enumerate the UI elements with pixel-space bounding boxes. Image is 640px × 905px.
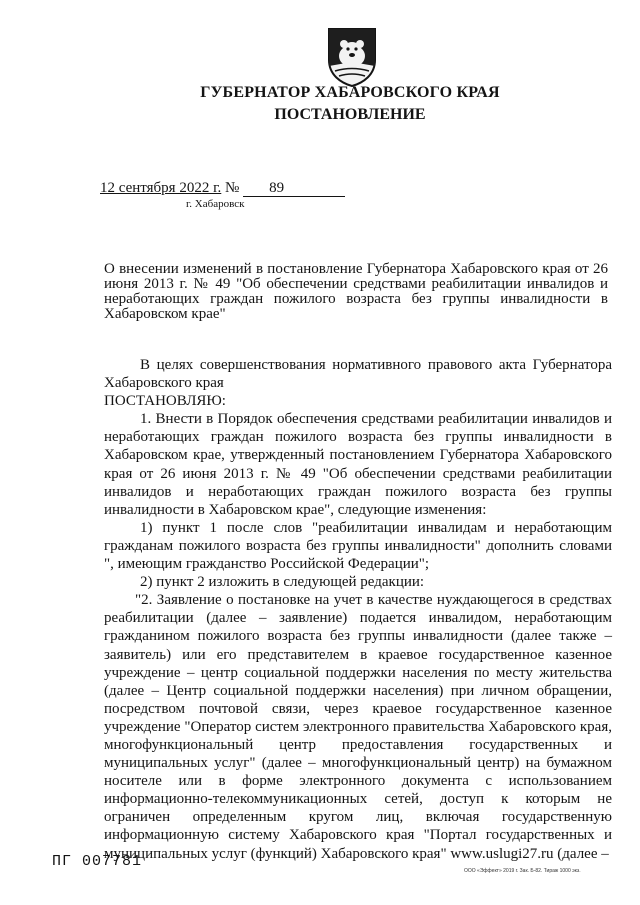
decree-date: 12 сентября 2022 г. — [100, 180, 222, 196]
decree-word: ПОСТАНОВЛЯЮ: — [104, 393, 226, 410]
issuing-authority: ГУБЕРНАТОР ХАБАРОВСКОГО КРАЯ — [200, 84, 500, 101]
issue-city: г. Хабаровск — [186, 198, 245, 210]
decree-subject: О внесении изменений в постановление Губернатора Хабаровского края от 26 июня 2013 г. № 49 "Об обеспечении средствами реабилитации инвалидов и неработающих граждан пожилого возраста без группы инвалидности в Хабаровском крае" — [104, 261, 608, 322]
form-serial-code: ПГ 007781 — [52, 853, 143, 870]
preamble-paragraph: В целях совершенствования нормативного правового акта Губернатора Хабаровского края — [104, 357, 612, 392]
number-label: № — [225, 180, 240, 196]
document-type-title: ПОСТАНОВЛЕНИЕ — [274, 106, 426, 123]
item-1-1-paragraph: 1) пункт 1 после слов "реабилитации инвалидам и неработающим гражданам пожилого возраста без группы инвалидности" дополнить словами ", имеющим гражданство Российской Федерации"; — [104, 519, 612, 573]
printer-imprint: ООО «Эффект» 2019 г. Зак. Б-82. Тираж 1000 экз. — [464, 868, 581, 874]
item-1-2-new-text: "2. Заявление о постановке на учет в качестве нуждающегося в средствах реабилитации (далее – заявление) подается инвалидом, неработающим гражданином пожилого возраста без группы инвалидности (далее также – заявитель) или его представителем в краевое государственное казенное учреждение – центр социальной поддержки населения по месту жительства (далее – Центр социальной поддержки населения) при личном обращении, посредством почтовой связи, через краевое государственное казенное учреждение "Оператор систем электронного правительства Хабаровского края, многофункциональный центр предоставления государственных и муниципальных услуг" (далее – многофункциональный центр) на бумажном носителе или в форме электронного документа с использованием информационно-телекоммуникационных сетей, доступ к которым не ограничен определенным кругом лиц, включая государственную информационную систему Хабаровского края "Портал государственных и муниципальных услуг (функций) Хабаровского края" www.uslugi27.ru (далее – — [104, 592, 612, 862]
khabarovsk-krai-coat-of-arms-icon — [325, 26, 379, 88]
item-1-paragraph: 1. Внести в Порядок обеспечения средствами реабилитации инвалидов и неработающих граждан пожилого возраста без группы инвалидности в Хабаровском крае, утвержденный постановлением Губернатора Хабаровского края от 26 июня 2013 г. № 49 "Об обеспечении средствами реабилитации инвалидов и неработающих граждан пожилого возраста без группы инвалидности в Хабаровском крае", следующие изменения: — [104, 411, 612, 518]
item-1-2-paragraph: 2) пункт 2 изложить в следующей редакции: — [140, 574, 425, 591]
decree-number: 89 — [243, 181, 345, 197]
decree-body — [104, 356, 612, 863]
date-number-line — [100, 180, 345, 197]
